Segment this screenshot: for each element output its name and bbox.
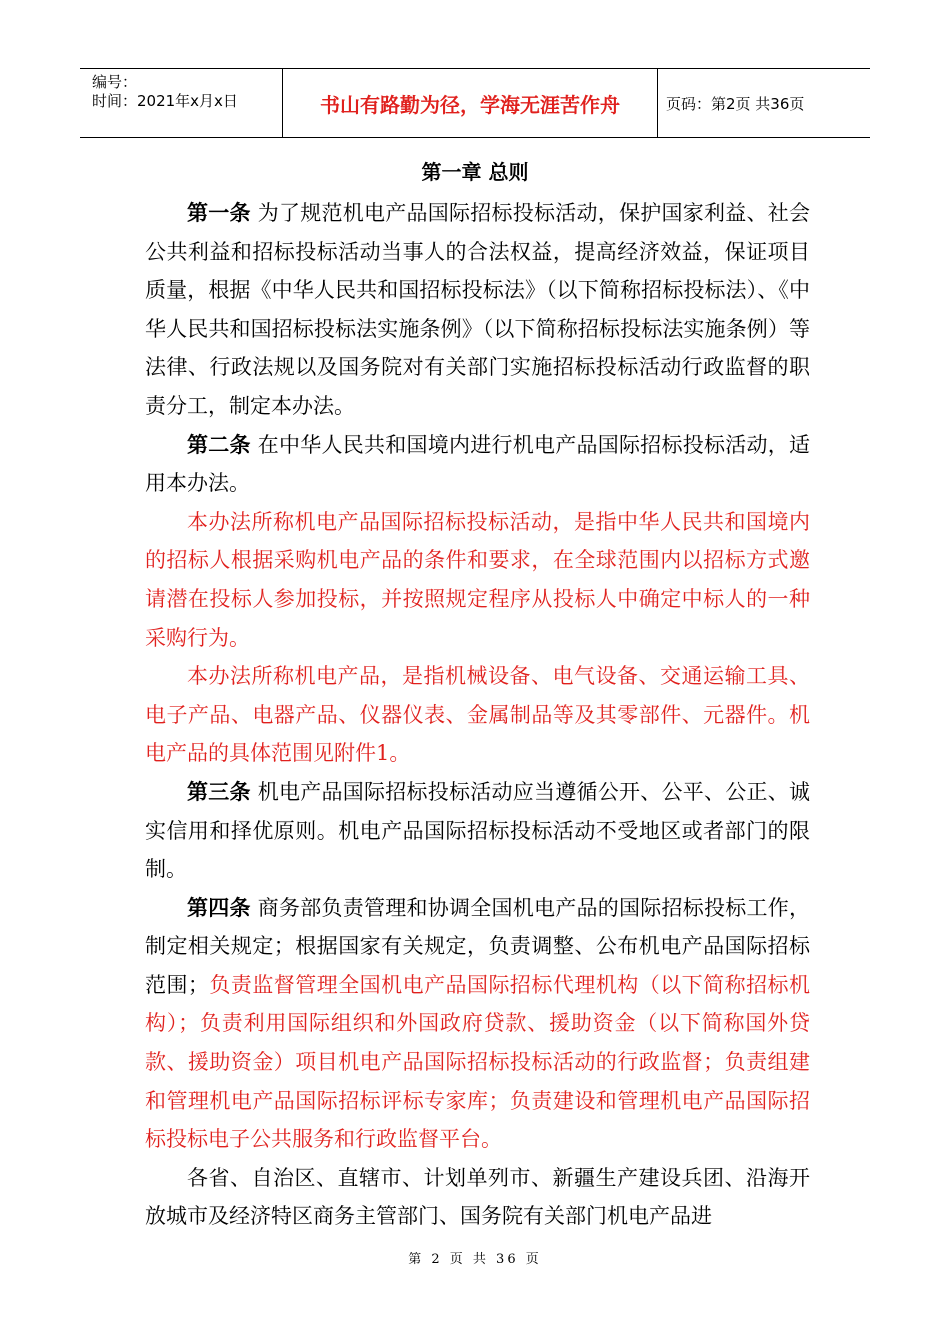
article-text: 在中华人民共和国境内进行机电产品国际招标投标活动，适用本办法。 — [145, 432, 811, 496]
paragraph-provincial-departments: 各省、自治区、直辖市、计划单列市、新疆生产建设兵团、沿海开放城市及经济特区商务主管部门、国务院有关部门机电产品进 — [145, 1165, 810, 1229]
article-text: 商务部负责管理和协调全国机电产品的国际招标投标工作，制定相关规定；根据国家有关规定，负责调整、公布机电产品国际招标范围； — [145, 895, 811, 997]
paragraph-definition-tendering: 本办法所称机电产品国际招标投标活动，是指中华人民共和国境内的招标人根据采购机电产品的条件和要求，在全球范围内以招标方式邀请潜在投标人参加投标，并按照规定程序从投标人中确定中标人的一种采购行为。 — [145, 509, 810, 650]
article-label: 第三条 — [187, 779, 251, 804]
document-number-label: 编号： — [92, 73, 138, 91]
article-label: 第一条 — [187, 201, 251, 225]
document-body — [145, 194, 810, 1236]
article-text-highlighted: 负责监督管理全国机电产品国际招标代理机构（以下简称招标机构）；负责利用国际组织和外国政府贷款、援助资金（以下简称国外贷款、援助资金）项目机电产品国际招标投标活动的行政监督；负责组建和管理机电产品国际招标评标专家库；负责建设和管理机电产品国际招标投标电子公共服务和行政监督平台。 — [145, 972, 811, 1152]
article-3 — [145, 773, 810, 889]
article-text: 机电产品国际招标投标活动应当遵循公开、公平、公正、诚实信用和择优原则。机电产品国际招标投标活动不受地区或者部门的限制。 — [145, 779, 811, 882]
header-motto: 书山有路勤为径，学海无涯苦作舟 — [283, 69, 658, 137]
article-1 — [145, 194, 810, 426]
page-header — [80, 68, 870, 138]
chapter-title: 第一章 总则 — [421, 160, 529, 184]
paragraph-definition-products: 本办法所称机电产品，是指机械设备、电气设备、交通运输工具、电子产品、电器产品、仪器仪表、金属制品等及其零部件、元器件。机电产品的具体范围见附件1。 — [145, 664, 810, 766]
document-date-label: 时间：2021年x月x日 — [92, 92, 238, 110]
header-meta — [80, 69, 283, 137]
article-text: 为了规范机电产品国际招标投标活动，保护国家利益、社会公共利益和招标投标活动当事人的合法权益，提高经济效益，保证项目质量，根据《中华人民共和国招标投标法》（以下简称招标投标法）、《中华人民共和国招标投标法实施条例》（以下简称招标投标法实施条例）等法律、行政法规以及国务院对有关部门实施招标投标活动行政监督的职责分工，制定本办法。 — [145, 201, 811, 418]
header-page-code: 页码：第2页 共36页 — [666, 94, 805, 113]
article-2 — [145, 426, 810, 503]
article-label: 第二条 — [187, 432, 251, 457]
page-footer: 第 2 页 共 36 页 — [408, 1252, 542, 1267]
article-4 — [145, 889, 810, 1159]
article-label: 第四条 — [187, 895, 251, 920]
